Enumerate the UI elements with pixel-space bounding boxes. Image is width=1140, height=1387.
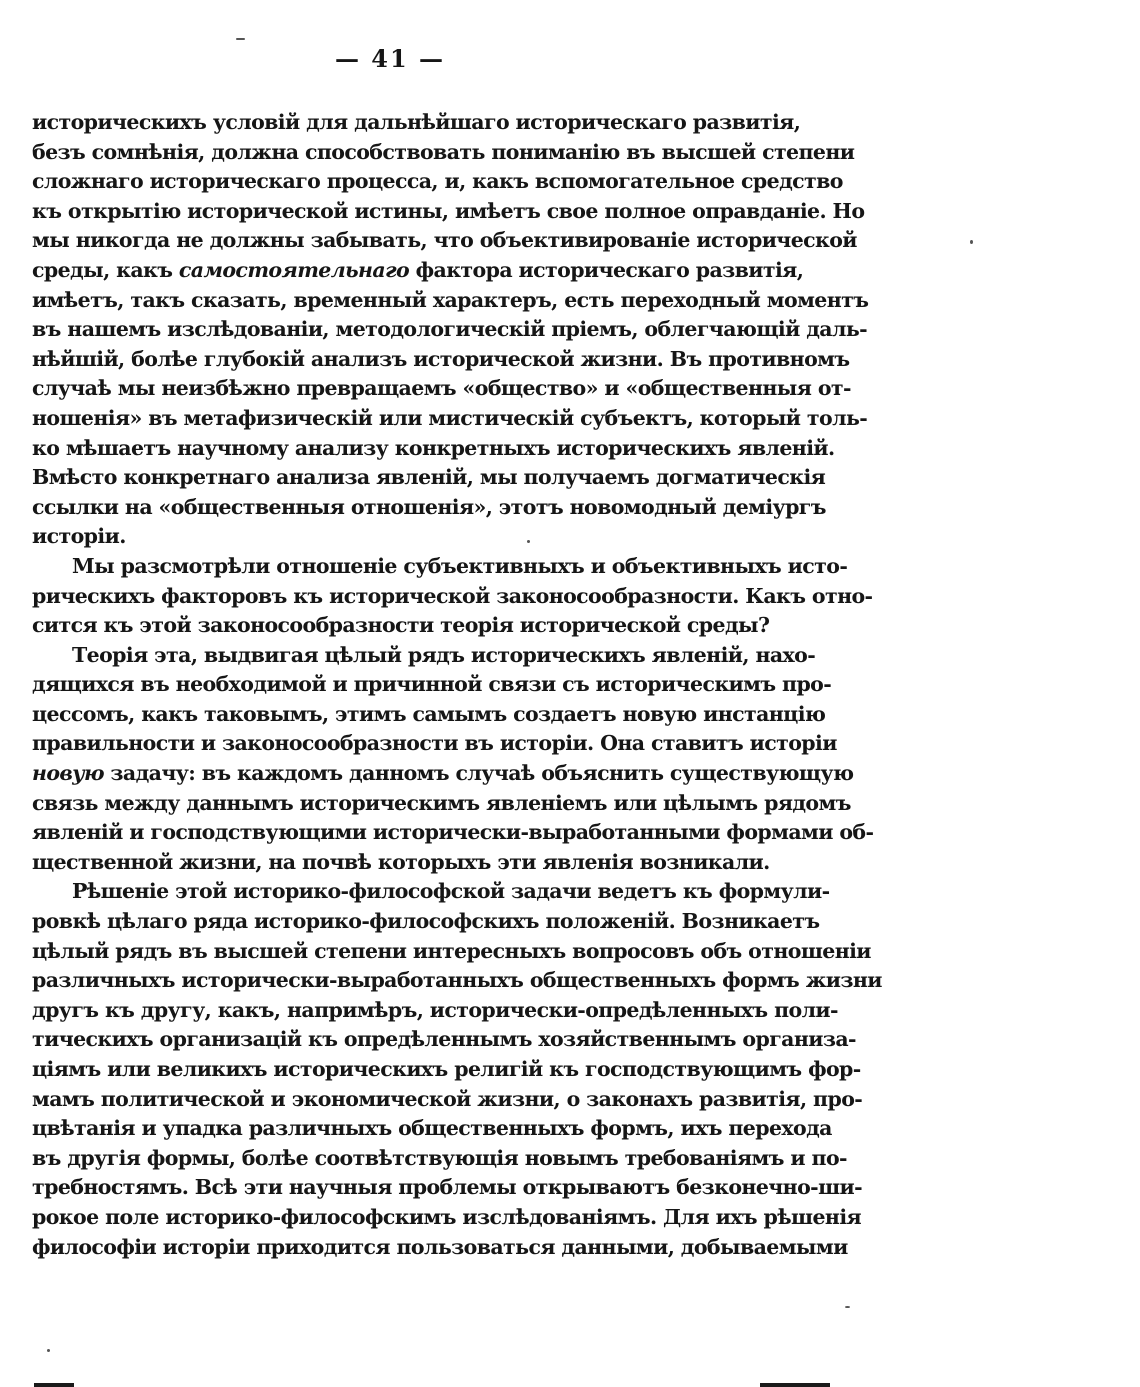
text-segment: требностямъ. Всѣ эти научныя проблемы открываютъ безконечно-ши- [32, 1175, 863, 1200]
text-line [32, 670, 832, 700]
text-segment: Вмѣсто конкретнаго анализа явленій, мы получаемъ догматическія [32, 465, 826, 490]
text-line [32, 286, 869, 316]
text-segment: тическихъ организацій къ опредѣленнымъ хозяйственнымъ организа- [32, 1027, 856, 1052]
text-line [32, 1085, 863, 1115]
text-line [32, 1114, 832, 1144]
scan-speck [236, 38, 245, 40]
text-segment: историческихъ условій для дальнѣйшаго историческаго развитія, [32, 110, 801, 134]
bottom-edge-mark [760, 1383, 830, 1387]
text-segment: безъ сомнѣнія, должна способствовать пониманію въ высшей степени [32, 139, 855, 164]
text-segment: фактора историческаго развитія, [409, 257, 804, 282]
text-line [32, 611, 770, 641]
text-segment: нѣйшій, болѣе глубокій анализъ исторической жизни. Въ противномъ [32, 346, 850, 371]
text-segment: ціямъ или великихъ историческихъ религій къ господствующимъ фор- [32, 1057, 861, 1081]
italic-emphasis: самостоятельнаго [178, 257, 410, 282]
text-segment: среды, какъ [32, 257, 179, 282]
text-line [32, 1055, 861, 1085]
text-segment: сится къ этой законосообразности теорія исторической среды? [32, 613, 770, 638]
scan-speck [47, 1349, 50, 1352]
text-line [32, 552, 848, 582]
text-segment: исторіи. [32, 524, 126, 549]
italic-emphasis: новую [32, 761, 104, 786]
text-line [32, 434, 835, 464]
text-segment: цессомъ, какъ таковымъ, этимъ самымъ создаетъ новую инстанцію [32, 701, 826, 726]
text-segment: ссылки на «общественныя отношенія», этотъ новомодный деміургъ [32, 494, 826, 519]
text-line [32, 907, 820, 937]
text-segment: въ другія формы, болѣе соотвѣтствующія новымъ требованіямъ и по- [32, 1145, 847, 1170]
text-line [32, 1203, 862, 1233]
text-line [32, 404, 868, 434]
text-line [32, 463, 826, 493]
text-segment: рическихъ факторовъ къ исторической законосообразности. Какъ отно- [32, 583, 873, 608]
text-line [32, 700, 826, 730]
text-line [32, 1025, 856, 1055]
text-segment: случаѣ мы неизбѣжно превращаемъ «общество» и «общественныя от- [32, 376, 851, 401]
text-line [32, 1173, 863, 1203]
text-line [32, 582, 873, 612]
text-segment: мамъ политической и экономической жизни, о законахъ развитія, про- [32, 1086, 863, 1111]
text-segment: правильности и законосообразности въ исторіи. Она ставитъ исторіи [32, 731, 837, 756]
text-segment: Рѣшеніе этой историко-философской задачи ведетъ къ формули- [72, 879, 830, 904]
text-line [32, 789, 851, 819]
text-line [32, 167, 843, 197]
text-segment: различныхъ исторически-выработанныхъ общественныхъ формъ жизни [32, 968, 882, 993]
text-line [32, 996, 838, 1026]
text-line [32, 641, 816, 671]
text-line [32, 759, 854, 789]
text-segment: къ открытію исторической истины, имѣетъ свое полное оправданіе. Но [32, 198, 865, 223]
text-line [32, 493, 826, 523]
text-segment: дящихся въ необходимой и причинной связи съ историческимъ про- [32, 672, 832, 697]
text-segment: явленій и господствующими исторически-выработанными формами об- [32, 820, 874, 845]
text-segment: цѣлый рядъ въ высшей степени интересныхъ вопросовъ объ отношеніи [32, 938, 871, 963]
text-segment: ровкѣ цѣлаго ряда историко-философскихъ положеній. Возникаетъ [32, 909, 820, 934]
text-segment: мы никогда не должны забывать, что объективированіе исторической [32, 228, 857, 253]
body-text [32, 108, 882, 1262]
text-segment: философіи исторіи приходится пользоваться данными, добываемыми [32, 1234, 848, 1259]
text-line [32, 226, 857, 256]
text-segment: щественной жизни, на почвѣ которыхъ эти явленія возникали. [32, 849, 770, 874]
text-line [32, 848, 770, 878]
text-line [32, 966, 882, 996]
text-line [32, 522, 748, 552]
text-line [32, 937, 871, 967]
text-segment: рокое поле историко-философскимъ изслѣдованіямъ. Для ихъ рѣшенія [32, 1204, 862, 1229]
scan-speck [970, 240, 973, 244]
scan-speck [527, 540, 530, 543]
text-line [32, 256, 804, 286]
text-segment: задачу: въ каждомъ данномъ случаѣ объяснить существующую [103, 761, 854, 786]
text-line [32, 374, 851, 404]
text-segment: сложнаго историческаго процесса, и, какъ вспомогательное средство [32, 169, 843, 194]
text-segment: ко мѣшаетъ научному анализу конкретныхъ историческихъ явленій. [32, 435, 835, 460]
text-segment: въ нашемъ изслѣдованіи, методологическій пріемъ, облегчающій даль- [32, 317, 868, 342]
text-segment: другъ къ другу, какъ, напримѣръ, исторически-опредѣленныхъ поли- [32, 997, 838, 1022]
bottom-edge-mark [34, 1383, 74, 1387]
text-line [32, 877, 830, 907]
text-line [32, 1144, 847, 1174]
text-line [32, 138, 855, 168]
text-line [32, 197, 865, 227]
text-segment: связь между даннымъ историческимъ явленіемъ или цѣлымъ рядомъ [32, 790, 851, 815]
text-segment: цвѣтанія и упадка различныхъ общественныхъ формъ, ихъ перехода [32, 1116, 832, 1141]
page-number: — 41 — [334, 44, 446, 73]
text-line [32, 729, 837, 759]
text-segment: ношенія» въ метафизическій или мистическій субъектъ, который толь- [32, 405, 868, 430]
text-segment: Теорія эта, выдвигая цѣлый рядъ историческихъ явленій, нахо- [72, 642, 816, 667]
text-segment: имѣетъ, такъ сказать, временный характеръ, есть переходный моментъ [32, 287, 869, 312]
text-line [32, 345, 850, 375]
scan-speck [845, 1306, 850, 1308]
text-line [32, 818, 874, 848]
text-line [32, 108, 801, 138]
text-line [32, 1233, 848, 1263]
text-line [32, 315, 868, 345]
text-segment: Мы разсмотрѣли отношеніе субъективныхъ и объективныхъ исто- [72, 553, 848, 578]
